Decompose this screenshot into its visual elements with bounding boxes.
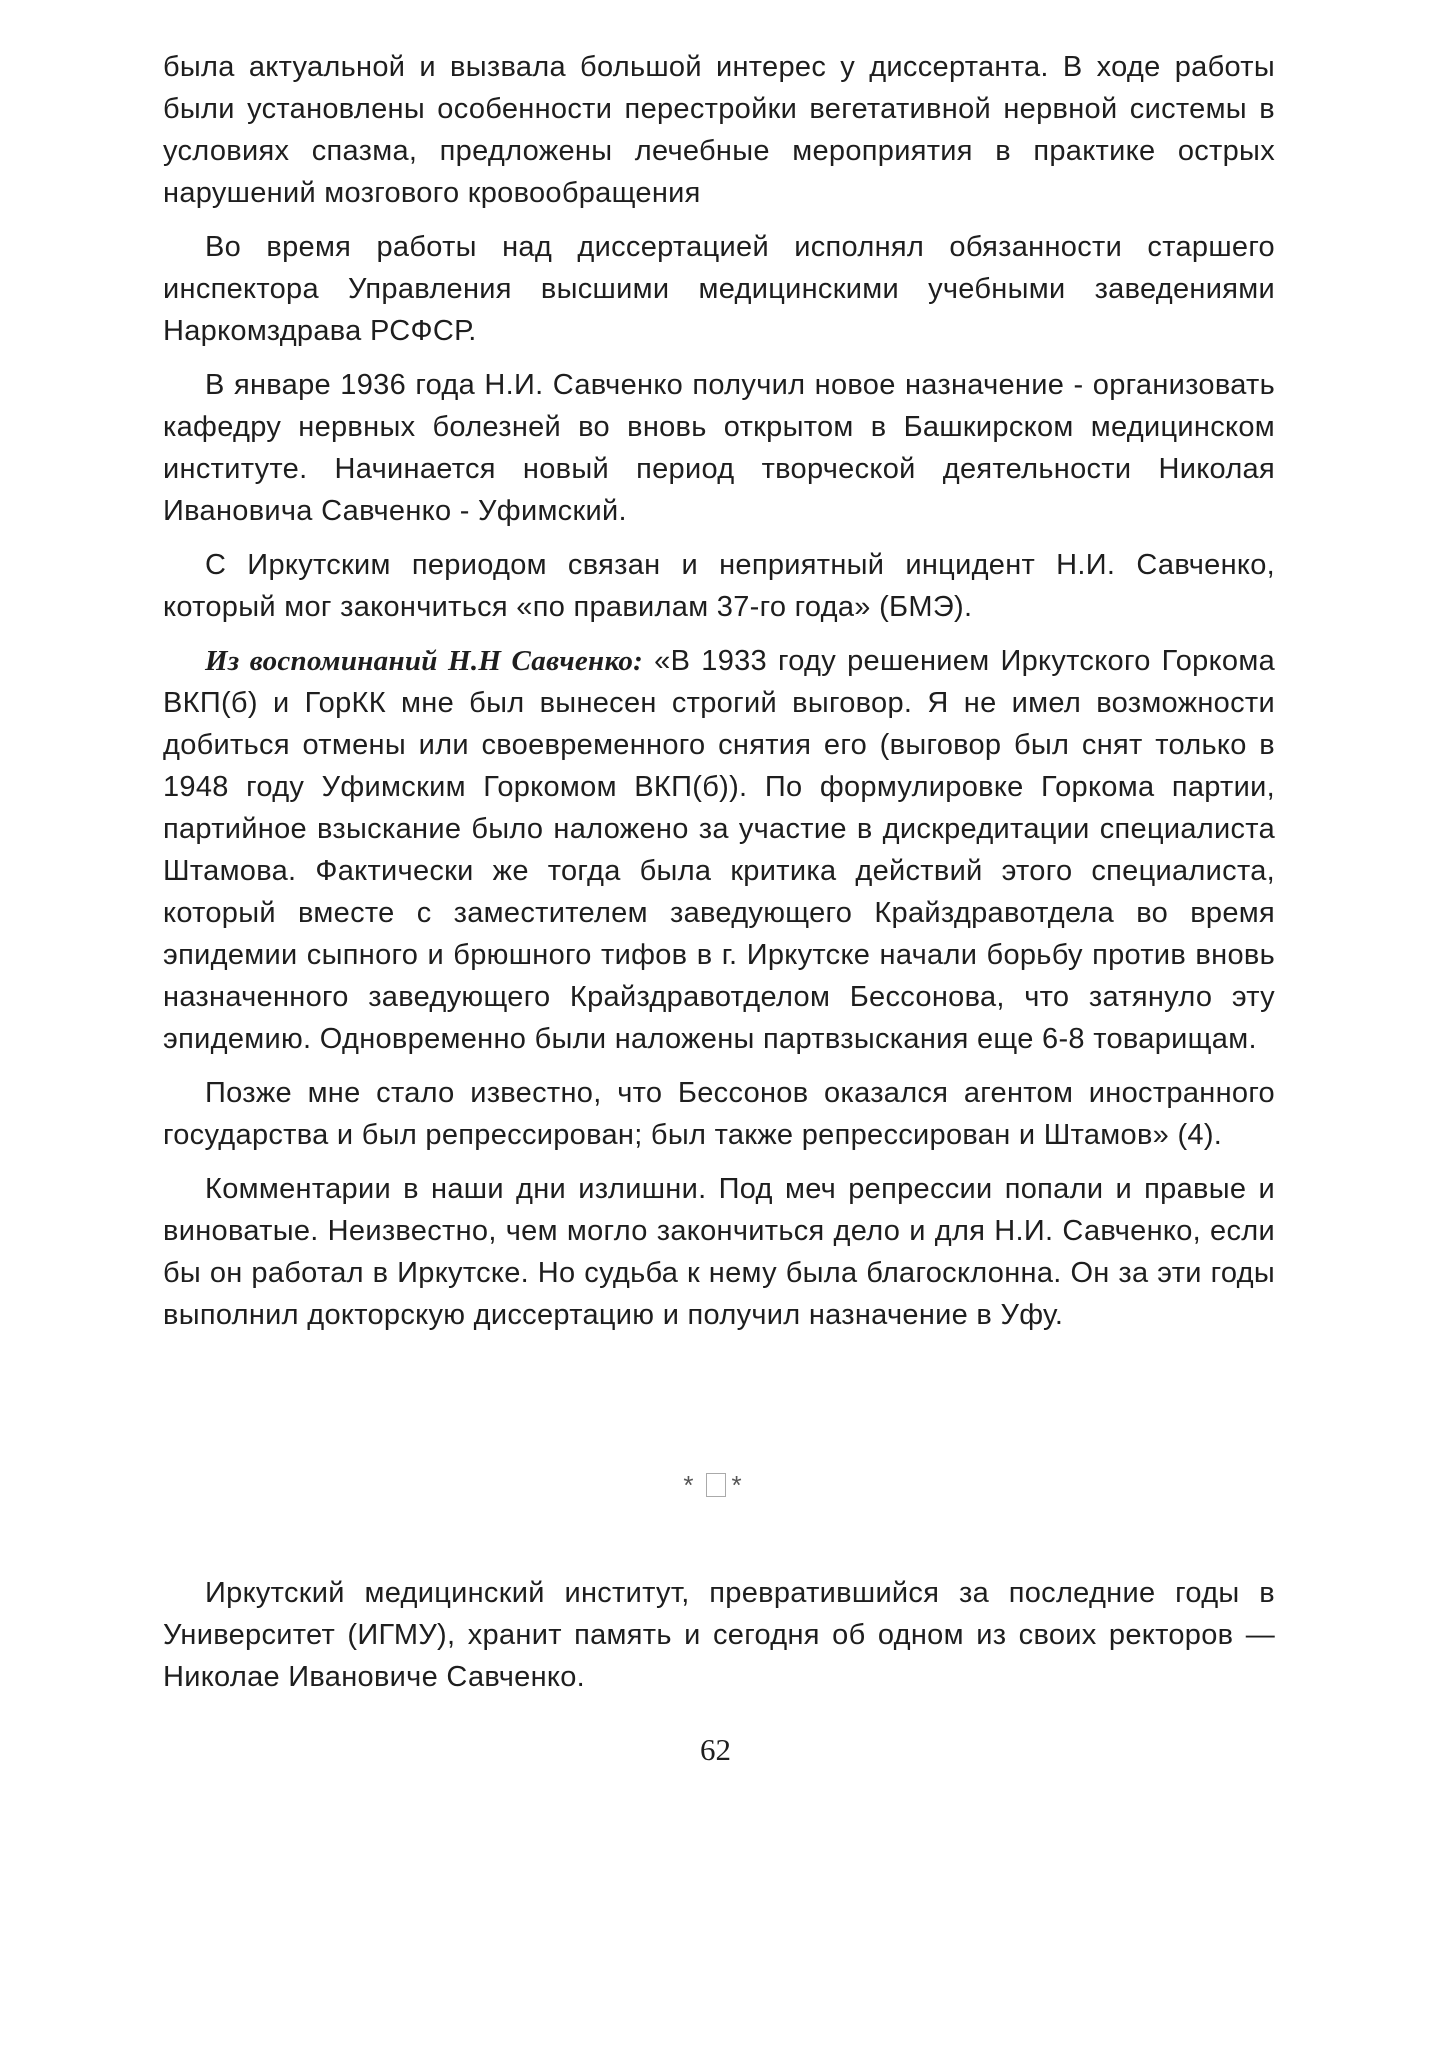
body-text: [163, 46, 1275, 1336]
memoir-lead: Из воспоминаний Н.Н Савченко:: [205, 645, 644, 677]
paragraph-ufa-appointment: В январе 1936 года Н.И. Савченко получил новое назначение - организовать кафедру нервных болезней во вновь открытом в Башкирском медицинском институте. Начинается новый период творческой деятельности Николая Ивановича Савченко - Уфимский.: [163, 369, 1275, 527]
closing-section: [163, 1572, 1275, 1698]
page-number: 62: [700, 1732, 731, 1767]
paragraph-inspector-duties: Во время работы над диссертацией исполнял обязанности старшего инспектора Управления высшими медицинскими учебными заведениями Наркомздрава РСФСР.: [163, 231, 1275, 347]
section-separator: [0, 1470, 1431, 1501]
paragraph-bessonov: Позже мне стало известно, что Бессонов оказался агентом иностранного государства и был репрессирован; был также репрессирован и Штамов» (4).: [163, 1077, 1275, 1151]
paragraph-commentary: Комментарии в наши дни излишни. Под меч репрессии попали и правые и виноватые. Неизвестно, чем могло закончиться дело и для Н.И. Савченко, если бы он работал в Иркутске. Но судьба к нему была благосклонна. Он за эти годы выполнил докторскую диссертацию и получил назначение в Уфу.: [163, 1173, 1275, 1331]
paragraph-memoir-quote: [163, 640, 1275, 1060]
separator-asterisk-left: *: [683, 1470, 700, 1500]
paragraph-dissertation-results: была актуальной и вызвала большой интерес у диссертанта. В ходе работы были установлены особенности перестройки вегетативной нервной системы в условиях спазма, предложены лечебные мероприятия в практике острых нарушений мозгового кровообращения: [163, 51, 1275, 209]
separator-box-glyph: [706, 1473, 726, 1497]
paragraph-irkutsk-incident: С Иркутским периодом связан и неприятный инцидент Н.И. Савченко, который мог закончиться «по правилам 37-го года» (БМЭ).: [163, 549, 1275, 623]
memoir-text: «В 1933 году решением Иркутского Горкома ВКП(б) и ГорКК мне был вынесен строгий выговор. Я не имел возможности добиться отмены или своевременного снятия его (выговор был снят только в 1948 году Уфимским Горкомом ВКП(б)). По формулировке Горкома партии, партийное взыскание было наложено за участие в дискредитации специалиста Штамова. Фактически же тогда была критика действий этого специалиста, который вместе с заместителем заведующего Крайздравотдела во время эпидемии сыпного и брюшного тифов в г. Иркутске начали борьбу против вновь назначенного заведующего Крайздравотделом Бессонова, что затянуло эту эпидемию. Одновременно были наложены партвзыскания еще 6-8 товарищам.: [163, 645, 1275, 1055]
separator-asterisk-right: *: [731, 1470, 748, 1500]
paragraph-closing: Иркутский медицинский институт, превратившийся за последние годы в Университет (ИГМУ), хранит память и сегодня об одном из своих ректоров —Николае Ивановиче Савченко.: [163, 1577, 1275, 1693]
